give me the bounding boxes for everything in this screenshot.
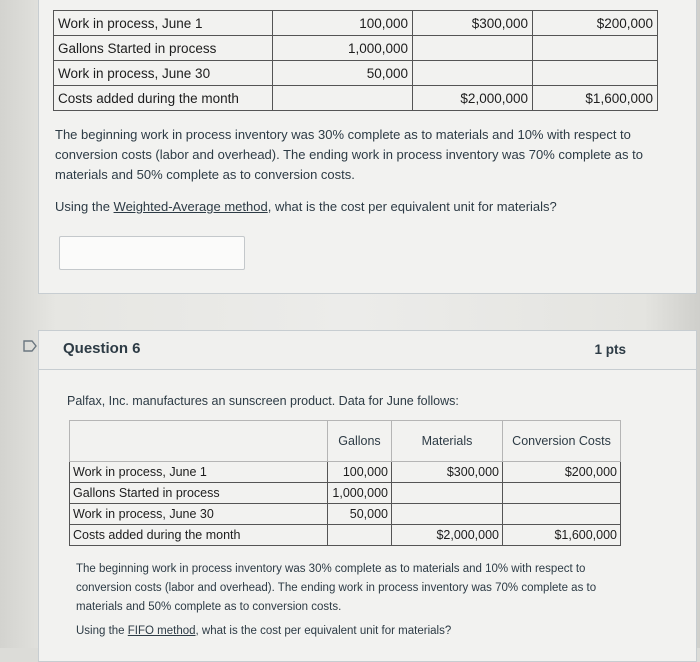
method-name: FIFO method (127, 625, 196, 637)
header-gallons: Gallons (328, 421, 392, 462)
gallons-cell: 100,000 (273, 11, 413, 36)
conversion-cell (503, 504, 621, 525)
table-row (70, 525, 621, 546)
prompt-prefix: Using the (76, 625, 128, 637)
question-5-data-table (53, 10, 658, 111)
header-conversion-costs: Conversion Costs (503, 421, 621, 462)
prompt-suffix: , what is the cost per equivalent unit for materials? (267, 199, 557, 214)
materials-cell (392, 483, 503, 504)
question-header (39, 331, 696, 370)
conversion-cell: $200,000 (533, 11, 658, 36)
question-6-prompt (76, 625, 451, 637)
row-label: Costs added during the month (70, 525, 328, 546)
row-label: Work in process, June 1 (70, 462, 328, 483)
question-title: Question 6 (63, 340, 141, 357)
header-materials: Materials (392, 421, 503, 462)
materials-cell: $2,000,000 (413, 86, 533, 111)
row-label: Gallons Started in process (54, 36, 273, 61)
conversion-cell (533, 36, 658, 61)
question-5-card (38, 0, 697, 294)
table-row (54, 11, 658, 36)
row-label: Costs added during the month (54, 86, 273, 111)
method-name: Weighted-Average method (113, 199, 268, 214)
gallons-cell: 50,000 (328, 504, 392, 525)
materials-cell: $2,000,000 (392, 525, 503, 546)
prompt-suffix: , what is the cost per equivalent unit for materials? (195, 625, 452, 637)
question-5-prompt (55, 199, 557, 214)
prompt-prefix: Using the (55, 199, 114, 214)
gallons-cell (273, 86, 413, 111)
flag-icon[interactable] (23, 340, 37, 352)
gallons-cell: 50,000 (273, 61, 413, 86)
conversion-cell: $1,600,000 (503, 525, 621, 546)
table-row (54, 61, 658, 86)
table-row (70, 483, 621, 504)
question-5-description: The beginning work in process inventory was 30% complete as to materials and 10% with respect to conversion costs (labor and overhead). The ending work in process inventory was 70% complete as to materials and 50% complete as to conversion costs. (55, 127, 643, 182)
table-header-row (70, 421, 621, 462)
materials-cell: $300,000 (392, 462, 503, 483)
materials-cell (392, 504, 503, 525)
conversion-cell: $200,000 (503, 462, 621, 483)
conversion-cell: $1,600,000 (533, 86, 658, 111)
question-6-description: The beginning work in process inventory was 30% complete as to materials and 10% with respect to conversion costs (labor and overhead). The ending work in process inventory was 70% complete as to materials and 50% complete as to conversion costs. (76, 563, 597, 613)
header-label-cell (70, 421, 328, 462)
gallons-cell: 1,000,000 (273, 36, 413, 61)
materials-cell (413, 36, 533, 61)
materials-cell (413, 61, 533, 86)
gallons-cell: 100,000 (328, 462, 392, 483)
question-6-data-table (69, 420, 621, 546)
row-label: Work in process, June 30 (70, 504, 328, 525)
conversion-cell (503, 483, 621, 504)
row-label: Work in process, June 30 (54, 61, 273, 86)
table-row (70, 462, 621, 483)
question-points: 1 pts (594, 342, 626, 357)
row-label: Work in process, June 1 (54, 11, 273, 36)
materials-cell: $300,000 (413, 11, 533, 36)
gallons-cell: 1,000,000 (328, 483, 392, 504)
question-6-intro: Palfax, Inc. manufactures an sunscreen product. Data for June follows: (67, 394, 459, 408)
table-row (70, 504, 621, 525)
gallons-cell (328, 525, 392, 546)
table-row (54, 36, 658, 61)
question-5-answer-input[interactable] (59, 236, 245, 270)
row-label: Gallons Started in process (70, 483, 328, 504)
table-row (54, 86, 658, 111)
question-6-card (38, 330, 697, 662)
conversion-cell (533, 61, 658, 86)
